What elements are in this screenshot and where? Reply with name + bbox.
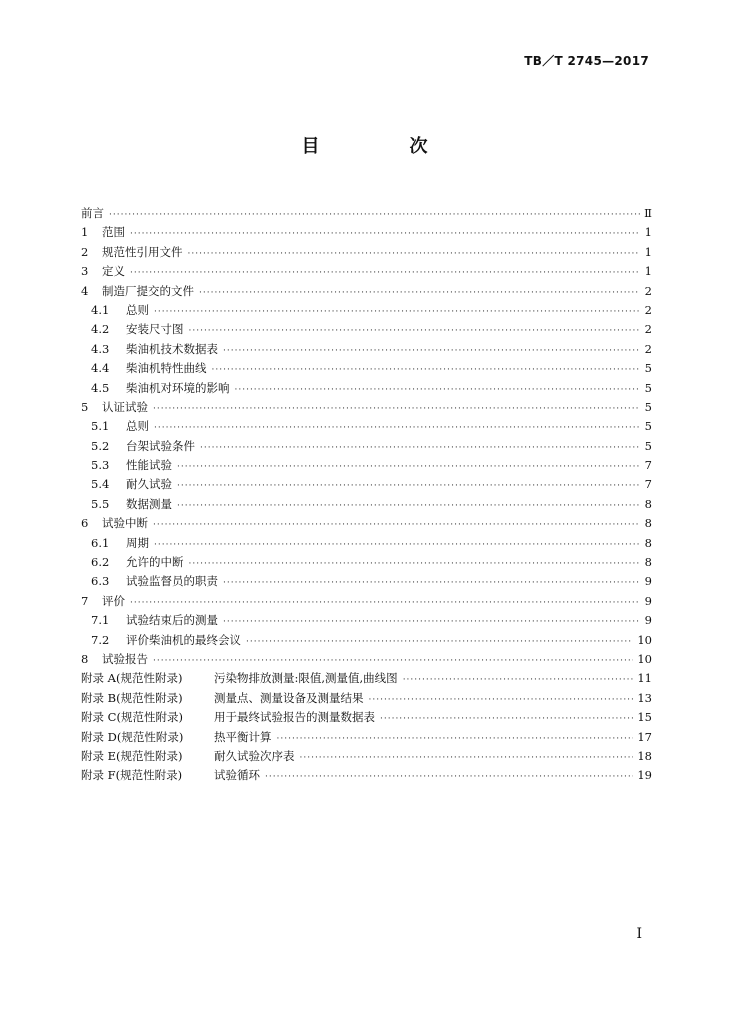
- toc-entry[interactable]: [81, 631, 652, 650]
- toc-entry-number: 4.1: [91, 302, 110, 317]
- toc-entry-number: 2: [81, 244, 89, 259]
- toc-dot-leader: [153, 400, 640, 419]
- page-title: 目 次: [301, 136, 464, 157]
- toc-dot-leader: [223, 574, 640, 593]
- page-number: Ⅰ: [636, 926, 642, 942]
- toc-entry-label: 规范性引用文件: [102, 244, 183, 259]
- toc-entry[interactable]: [81, 320, 652, 339]
- toc-entry[interactable]: [81, 475, 652, 494]
- toc-entry[interactable]: [81, 611, 652, 630]
- toc-entry-label: 试验报告: [102, 651, 148, 666]
- toc-entry-label: 污染物排放测量:限值,测量值,曲线图: [214, 671, 398, 686]
- toc-entry[interactable]: [81, 379, 652, 398]
- toc-entry-label: 耐久试验: [126, 477, 172, 492]
- toc-entry-label: 耐久试验次序表: [214, 748, 295, 763]
- toc-entry-number: 7: [81, 593, 89, 608]
- toc-entry-number: 附录 B(规范性附录): [81, 690, 183, 705]
- toc-entry-label: 安装尺寸图: [126, 322, 184, 337]
- toc-entry-label: 热平衡计算: [214, 729, 272, 744]
- toc-dot-leader: [189, 555, 641, 574]
- toc-dot-leader: [177, 477, 640, 496]
- toc-dot-leader: [130, 264, 640, 283]
- toc-entry-label: 试验监督员的职责: [126, 574, 218, 589]
- toc-dot-leader: [235, 381, 641, 400]
- toc-entry-number: 6.1: [91, 535, 110, 550]
- toc-entry-page: 1: [644, 225, 652, 240]
- toc-entry[interactable]: [81, 398, 652, 417]
- toc-entry[interactable]: [81, 340, 652, 359]
- toc-dot-leader: [223, 613, 640, 632]
- toc-entry-page: 5: [644, 399, 652, 414]
- toc-entry-number: 6: [81, 516, 89, 531]
- toc-entry-page: 5: [644, 419, 652, 434]
- toc-entry[interactable]: [81, 669, 652, 688]
- toc-entry-number: 附录 F(规范性附录): [81, 768, 183, 783]
- toc-entry[interactable]: [81, 359, 652, 378]
- toc-entry[interactable]: [81, 728, 652, 747]
- toc-entry[interactable]: [81, 301, 652, 320]
- toc-entry-page: 8: [644, 496, 652, 511]
- toc-entry-label: 柴油机对环境的影响: [126, 380, 230, 395]
- toc-entry-label: 定义: [102, 264, 125, 279]
- toc-entry-label: 前言: [81, 206, 104, 220]
- toc-entry-page: 2: [644, 283, 652, 298]
- toc-entry-label: 试验中断: [102, 516, 148, 531]
- toc-dot-leader: [130, 225, 640, 244]
- toc-entry-page: 9: [644, 593, 652, 608]
- toc-entry[interactable]: [81, 747, 652, 766]
- toc-entry[interactable]: [81, 282, 652, 301]
- toc-entry-label: 总则: [126, 302, 149, 317]
- toc-entry-page: 18: [637, 748, 652, 763]
- toc-entry[interactable]: [81, 534, 652, 553]
- toc-dot-leader: [188, 245, 641, 264]
- toc-entry-page: 10: [637, 632, 652, 647]
- toc-entry-page: Ⅱ: [644, 206, 652, 220]
- toc-entry-label: 范围: [102, 225, 125, 240]
- standard-code: TB／T 2745—2017: [524, 54, 649, 68]
- toc-entry-page: 5: [644, 438, 652, 453]
- toc-dot-leader: [212, 361, 641, 380]
- toc-entry[interactable]: [81, 553, 652, 572]
- toc-entry-page: 8: [644, 535, 652, 550]
- toc-entry[interactable]: [81, 650, 652, 669]
- toc-dot-leader: [154, 303, 640, 322]
- toc-dot-leader: [246, 633, 633, 652]
- toc-entry-number: 附录 C(规范性附录): [81, 710, 183, 725]
- toc-entry-page: 8: [644, 555, 652, 570]
- toc-entry-number: 5.1: [91, 419, 110, 434]
- toc-dot-leader: [369, 691, 634, 710]
- toc-entry-number: 4.3: [91, 341, 110, 356]
- toc-entry-number: 5.4: [91, 477, 110, 492]
- toc-entry-number: 7.2: [91, 632, 110, 647]
- toc-entry-label: 制造厂提交的文件: [102, 283, 194, 298]
- toc-entry-page: 9: [644, 574, 652, 589]
- toc-dot-leader: [109, 206, 640, 225]
- toc-entry-page: 19: [637, 768, 652, 783]
- toc-entry-number: 5.2: [91, 438, 110, 453]
- table-of-contents: [81, 204, 652, 786]
- toc-entry-number: 6.2: [91, 555, 110, 570]
- toc-entry-label: 用于最终试验报告的测量数据表: [214, 710, 375, 725]
- toc-entry-page: 15: [637, 710, 652, 725]
- toc-entry-page: 13: [637, 690, 652, 705]
- toc-entry[interactable]: [81, 572, 652, 591]
- toc-entry-page: 7: [644, 477, 652, 492]
- toc-entry[interactable]: [81, 766, 652, 785]
- toc-entry-number: 5.3: [91, 458, 110, 473]
- toc-entry-page: 8: [644, 516, 652, 531]
- toc-entry-label: 测量点、测量设备及测量结果: [214, 690, 364, 705]
- toc-entry-label: 柴油机特性曲线: [126, 361, 207, 376]
- toc-entry-number: 4.5: [91, 380, 110, 395]
- toc-entry-page: 2: [644, 322, 652, 337]
- toc-entry-page: 10: [637, 651, 652, 666]
- toc-entry-label: 评价: [102, 593, 125, 608]
- toc-entry-label: 认证试验: [102, 399, 148, 414]
- toc-dot-leader: [177, 497, 640, 516]
- toc-dot-leader: [380, 710, 633, 729]
- toc-dot-leader: [154, 419, 640, 438]
- toc-entry-page: 1: [644, 244, 652, 259]
- toc-dot-leader: [265, 768, 633, 787]
- toc-entry-number: 3: [81, 264, 89, 279]
- toc-entry-page: 7: [644, 458, 652, 473]
- toc-entry-label: 试验结束后的测量: [126, 613, 218, 628]
- toc-entry[interactable]: [81, 417, 652, 436]
- toc-entry-number: 5: [81, 399, 89, 414]
- toc-entry[interactable]: [81, 495, 652, 514]
- toc-entry-number: 附录 E(规范性附录): [81, 748, 183, 763]
- toc-entry-label: 允许的中断: [126, 555, 184, 570]
- toc-entry-number: 8: [81, 651, 89, 666]
- toc-entry[interactable]: [81, 514, 652, 533]
- toc-entry[interactable]: [81, 262, 652, 281]
- toc-entry-page: 17: [637, 729, 652, 744]
- toc-entry-label: 性能试验: [126, 458, 172, 473]
- toc-entry-number: 附录 A(规范性附录): [81, 671, 183, 686]
- toc-entry-number: 6.3: [91, 574, 110, 589]
- toc-entry[interactable]: [81, 689, 652, 708]
- toc-entry-page: 5: [644, 361, 652, 376]
- toc-entry[interactable]: [81, 223, 652, 242]
- toc-entry-number: 7.1: [91, 613, 110, 628]
- toc-dot-leader: [277, 730, 634, 749]
- toc-entry[interactable]: [81, 592, 652, 611]
- toc-entry-label: 数据测量: [126, 496, 172, 511]
- toc-entry-label: 试验循环: [214, 768, 260, 783]
- toc-entry-label: 台架试验条件: [126, 438, 195, 453]
- toc-entry[interactable]: [81, 204, 652, 223]
- toc-entry[interactable]: [81, 437, 652, 456]
- toc-entry-label: 周期: [126, 535, 149, 550]
- toc-entry-page: 2: [644, 341, 652, 356]
- toc-entry-number: 5.5: [91, 496, 110, 511]
- toc-dot-leader: [199, 284, 640, 303]
- toc-entry-number: 附录 D(规范性附录): [81, 729, 184, 744]
- toc-entry-page: 11: [637, 671, 652, 686]
- toc-entry-number: 1: [81, 225, 89, 240]
- toc-entry-page: 5: [644, 380, 652, 395]
- toc-entry[interactable]: [81, 456, 652, 475]
- toc-entry-page: 1: [644, 264, 652, 279]
- toc-dot-leader: [200, 439, 640, 458]
- toc-entry-page: 2: [644, 302, 652, 317]
- toc-dot-leader: [300, 749, 634, 768]
- toc-dot-leader: [154, 536, 640, 555]
- toc-entry-label: 评价柴油机的最终会议: [126, 632, 241, 647]
- toc-dot-leader: [223, 342, 640, 361]
- toc-entry-number: 4: [81, 283, 89, 298]
- toc-dot-leader: [177, 458, 640, 477]
- toc-dot-leader: [153, 516, 640, 535]
- toc-entry[interactable]: [81, 243, 652, 262]
- toc-entry-label: 总则: [126, 419, 149, 434]
- toc-entry-label: 柴油机技术数据表: [126, 341, 218, 356]
- toc-entry-number: 4.2: [91, 322, 110, 337]
- toc-entry-page: 9: [644, 613, 652, 628]
- toc-dot-leader: [403, 671, 634, 690]
- toc-entry-number: 4.4: [91, 361, 110, 376]
- toc-entry[interactable]: [81, 708, 652, 727]
- toc-dot-leader: [189, 322, 641, 341]
